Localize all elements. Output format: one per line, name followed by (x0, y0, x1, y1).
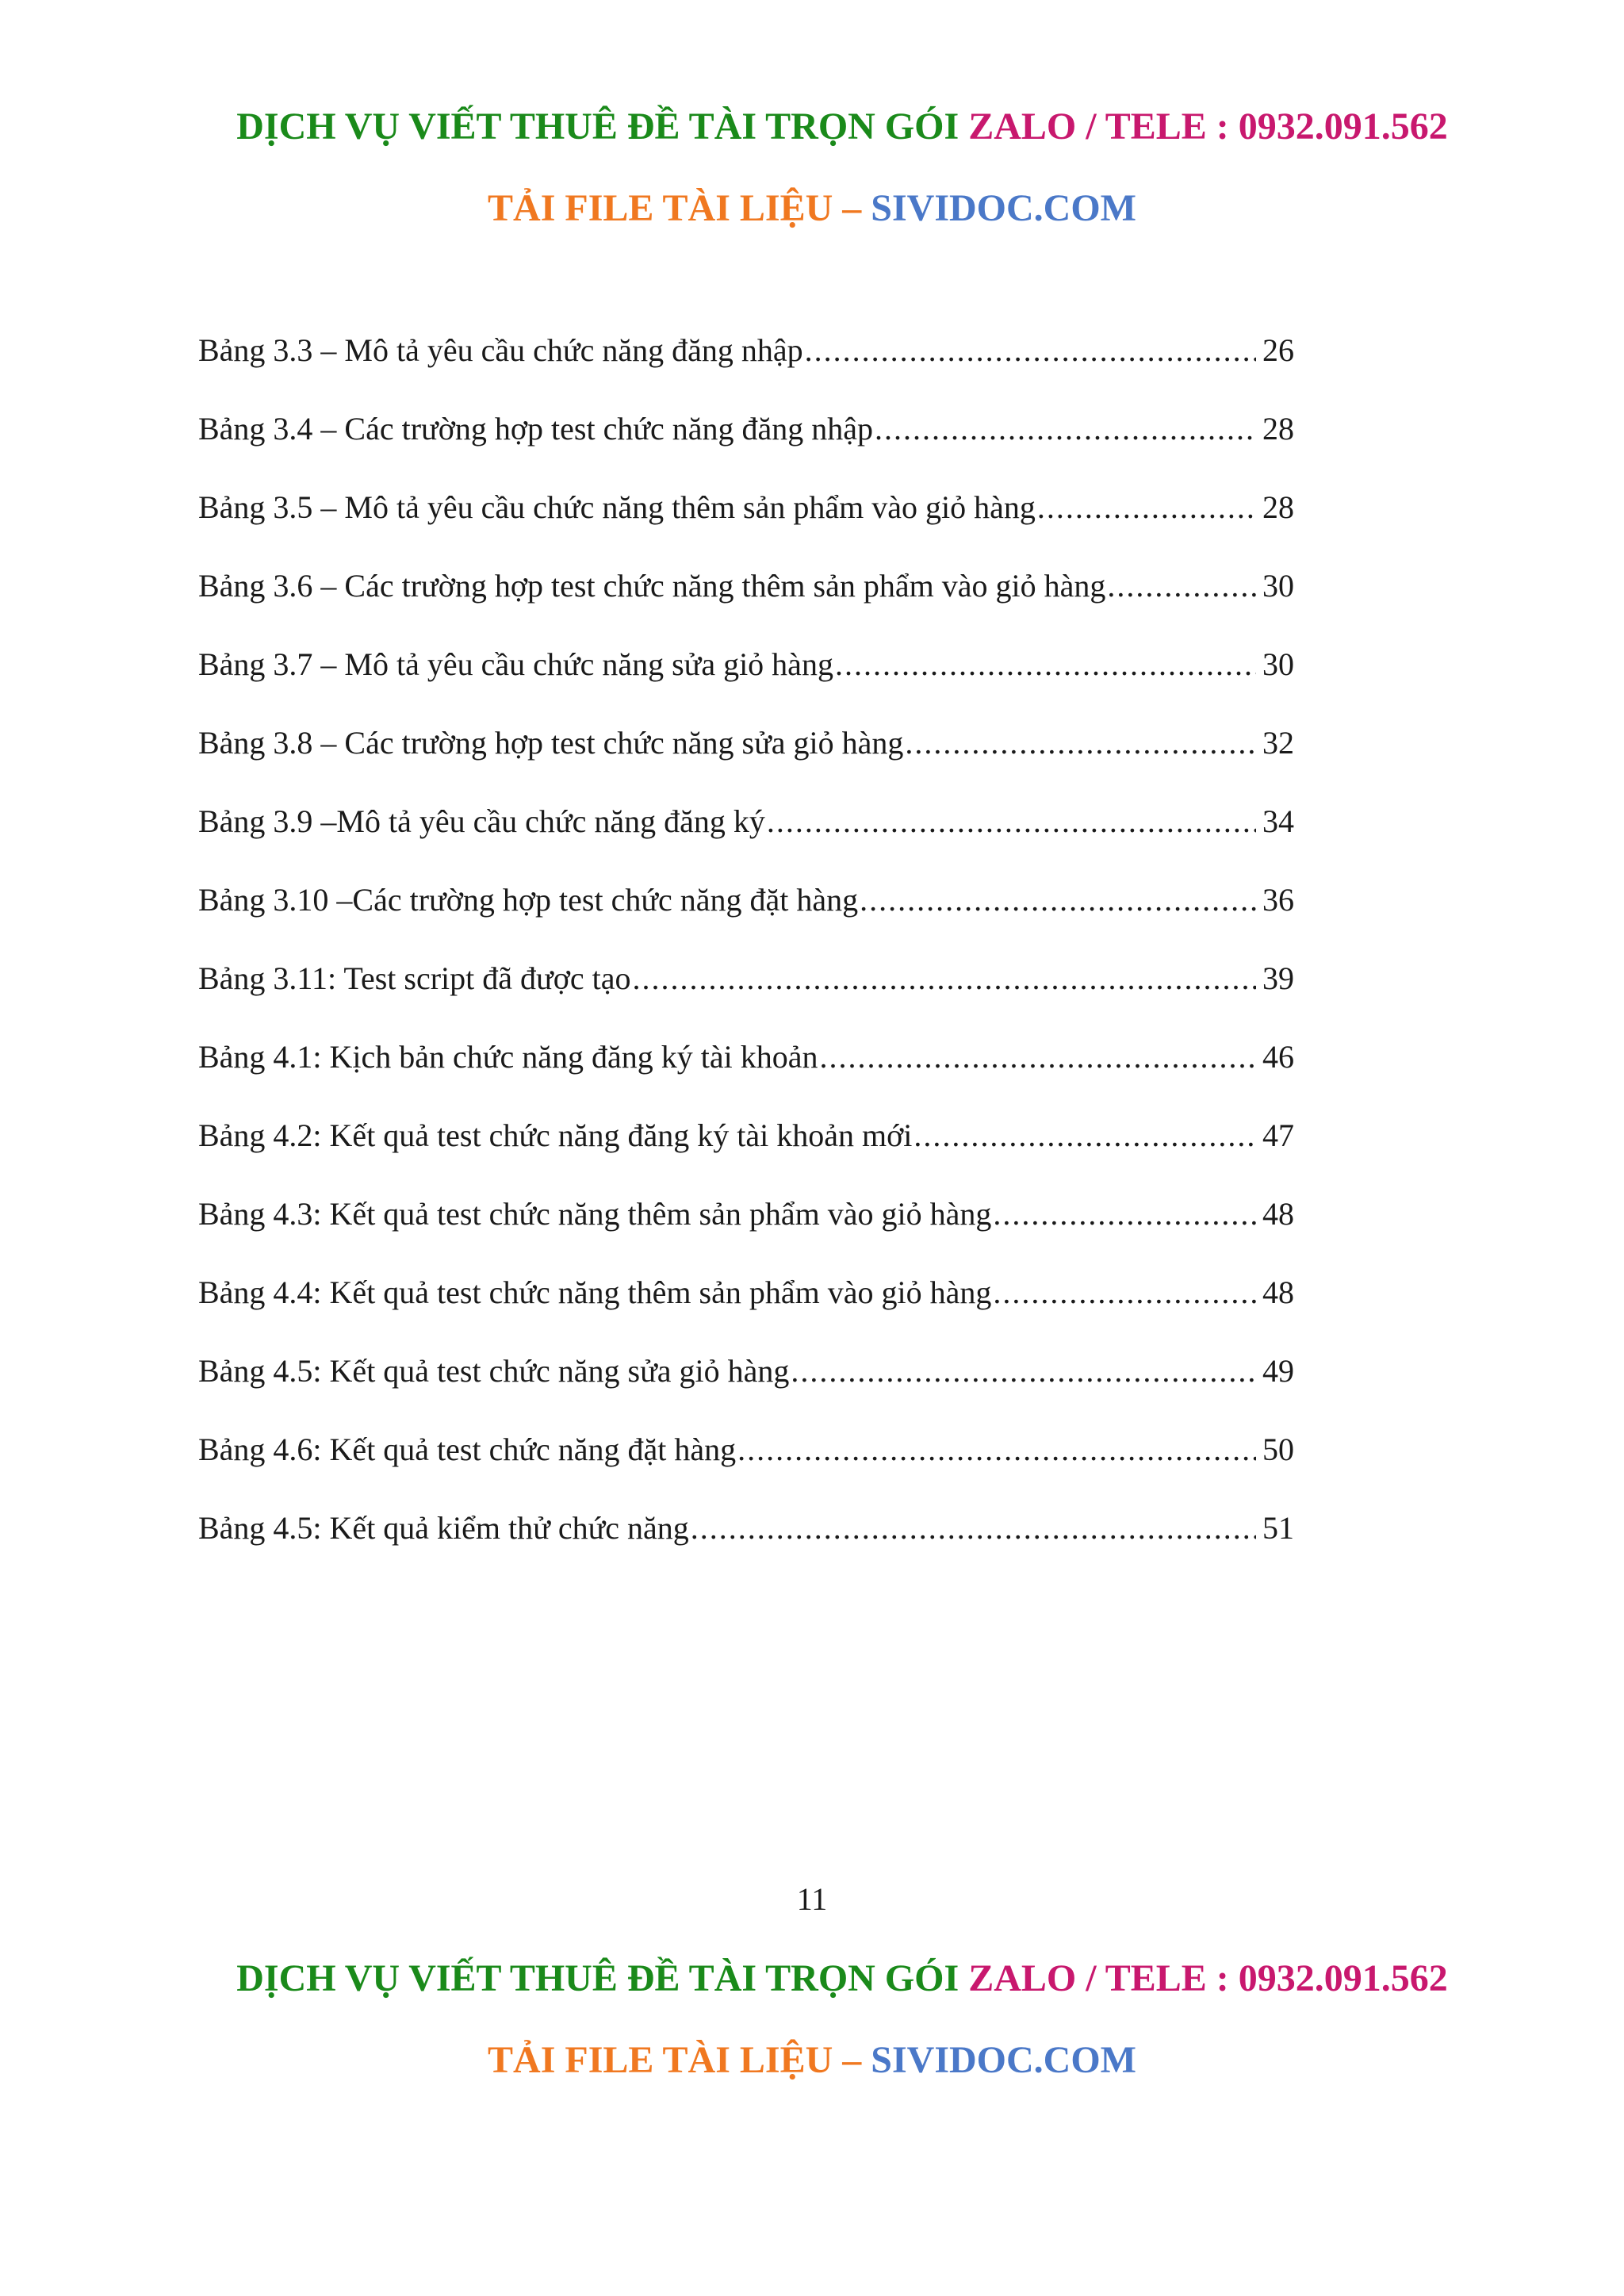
toc-entry[interactable] (198, 327, 1294, 405)
toc-entry-page-number: 36 (1262, 882, 1294, 918)
header-service-banner (0, 103, 1624, 151)
dot-leader (905, 719, 1256, 767)
dot-leader (691, 1504, 1256, 1552)
footer-download-banner (0, 2037, 1624, 2084)
header-contact-text: ZALO / TELE : 0932.091.562 (968, 105, 1448, 148)
toc-entry[interactable] (198, 641, 1294, 719)
footer-service-banner (0, 1955, 1624, 2003)
dot-leader (1037, 484, 1256, 531)
toc-entry-page-number: 51 (1262, 1510, 1294, 1546)
footer-site-link[interactable]: SIVIDOC.COM (871, 2039, 1136, 2081)
dot-leader (633, 955, 1257, 1002)
footer-contact-text: ZALO / TELE : 0932.091.562 (968, 1957, 1448, 1999)
toc-entry-page-number: 39 (1262, 960, 1294, 996)
toc-entry-label: Bảng 3.4 – Các trường hợp test chức năng đăng nhập (198, 411, 874, 447)
dot-leader (737, 1426, 1256, 1474)
toc-entry-label: Bảng 4.3: Kết quả test chức năng thêm sản phẩm vào giỏ hàng (198, 1196, 992, 1232)
toc-entry-page-number: 32 (1262, 725, 1294, 761)
header-service-text: DỊCH VỤ VIẾT THUÊ ĐỀ TÀI TRỌN GÓI (236, 105, 959, 148)
toc-entry[interactable] (198, 1426, 1294, 1504)
toc-entry-label: Bảng 3.5 – Mô tả yêu cầu chức năng thêm sản phẩm vào giỏ hàng (198, 489, 1036, 525)
dot-leader (791, 1347, 1256, 1395)
toc-entry-page-number: 46 (1262, 1039, 1294, 1075)
toc-entry[interactable] (198, 1112, 1294, 1190)
toc-entry[interactable] (198, 798, 1294, 876)
toc-entry-label: Bảng 3.10 –Các trường hợp test chức năng đặt hàng (198, 882, 859, 918)
toc-entry-label: Bảng 4.2: Kết quả test chức năng đăng ký tài khoản mới (198, 1117, 913, 1153)
dot-leader (914, 1112, 1256, 1159)
toc-entry[interactable] (198, 1347, 1294, 1426)
dot-leader (835, 641, 1256, 688)
toc-entry-label: Bảng 3.11: Test script đã được tạo (198, 960, 631, 996)
footer-download-text: TẢI FILE TÀI LIỆU – (488, 2039, 862, 2081)
dot-leader (860, 876, 1256, 924)
toc-entry-label: Bảng 3.6 – Các trường hợp test chức năng thêm sản phẩm vào giỏ hàng (198, 568, 1106, 604)
toc-entry-page-number: 30 (1262, 646, 1294, 682)
toc-entry-page-number: 26 (1262, 332, 1294, 368)
toc-entry-label: Bảng 3.3 – Mô tả yêu cầu chức năng đăng nhập (198, 332, 803, 368)
toc-entry[interactable] (198, 1190, 1294, 1269)
toc-entry-label: Bảng 3.7 – Mô tả yêu cầu chức năng sửa giỏ hàng (198, 646, 833, 682)
header-download-text: TẢI FILE TÀI LIỆU – (488, 187, 862, 229)
header-site-link[interactable]: SIVIDOC.COM (871, 187, 1136, 229)
toc-entry-page-number: 48 (1262, 1196, 1294, 1232)
header-download-banner (0, 185, 1624, 232)
toc-entry-page-number: 30 (1262, 568, 1294, 604)
toc-entry-label: Bảng 4.1: Kịch bản chức năng đăng ký tài khoản (198, 1039, 818, 1075)
dot-leader (993, 1269, 1256, 1317)
toc-entry[interactable] (198, 405, 1294, 484)
toc-entry-page-number: 47 (1262, 1117, 1294, 1153)
toc-entry-page-number: 28 (1262, 411, 1294, 447)
toc-entry-label: Bảng 4.5: Kết quả test chức năng sửa giỏ hàng (198, 1353, 790, 1389)
page-number: 11 (796, 1881, 828, 1917)
dot-leader (805, 327, 1256, 374)
toc-entry[interactable] (198, 719, 1294, 798)
toc-entry[interactable] (198, 876, 1294, 955)
toc-entry-label: Bảng 3.8 – Các trường hợp test chức năng sửa giỏ hàng (198, 725, 904, 761)
toc-entry[interactable] (198, 484, 1294, 562)
toc-entry-page-number: 48 (1262, 1274, 1294, 1310)
dot-leader (819, 1033, 1256, 1081)
dot-leader (993, 1190, 1256, 1238)
toc-entry[interactable] (198, 1504, 1294, 1583)
toc-entry-label: Bảng 4.4: Kết quả test chức năng thêm sản phẩm vào giỏ hàng (198, 1274, 992, 1310)
toc-entry[interactable] (198, 1033, 1294, 1112)
table-of-tables (198, 327, 1294, 1583)
footer-service-text: DỊCH VỤ VIẾT THUÊ ĐỀ TÀI TRỌN GÓI (236, 1957, 959, 1999)
toc-entry-page-number: 28 (1262, 489, 1294, 525)
toc-entry[interactable] (198, 1269, 1294, 1347)
dot-leader (1107, 562, 1256, 610)
toc-entry[interactable] (198, 562, 1294, 641)
toc-entry-page-number: 34 (1262, 803, 1294, 839)
toc-entry-label: Bảng 3.9 –Mô tả yêu cầu chức năng đăng ký (198, 803, 765, 839)
dot-leader (767, 798, 1256, 845)
toc-entry-label: Bảng 4.5: Kết quả kiểm thử chức năng (198, 1510, 689, 1546)
toc-entry[interactable] (198, 955, 1294, 1033)
toc-entry-label: Bảng 4.6: Kết quả test chức năng đặt hàng (198, 1432, 737, 1467)
dot-leader (875, 405, 1256, 453)
toc-entry-page-number: 49 (1262, 1353, 1294, 1389)
toc-entry-page-number: 50 (1262, 1432, 1294, 1467)
